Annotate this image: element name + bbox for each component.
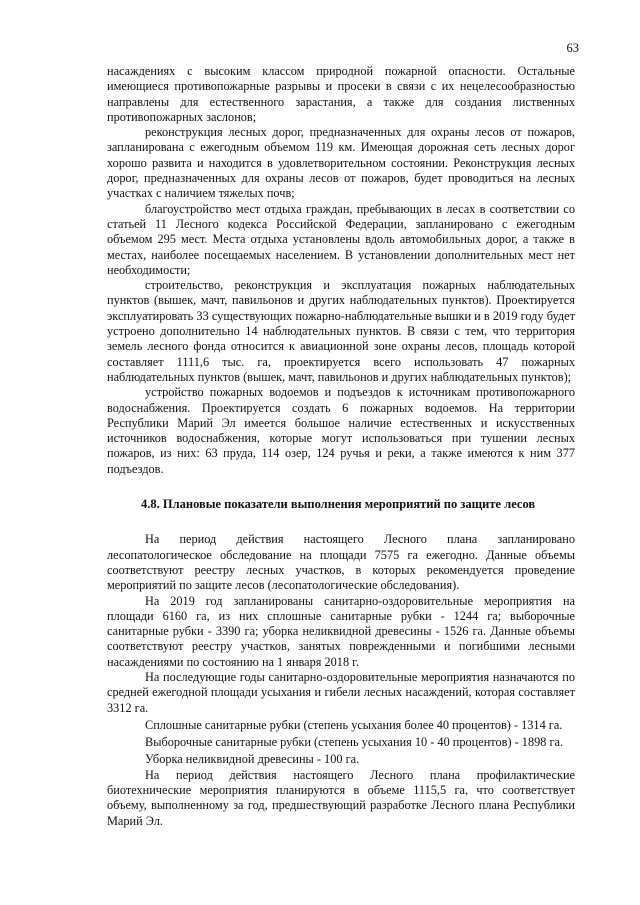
paragraph: На период действия настоящего Лесного плана запланировано лесопатологическое обследование на площади 7575 га ежегодно. Данные объемы соответствуют реестру лесных участков, в которых рекомендуется проведение мероприятий по защите лесов (лесопатологические обследования). [107,532,575,593]
paragraph: На последующие годы санитарно-оздоровительные мероприятия назначаются по средней ежегодной площади усыхания и гибели лесных насаждений, которая составляет 3312 га. [107,669,575,715]
paragraph: строительство, реконструкция и эксплуатация пожарных наблюдательных пунктов (вышек, мачт, павильонов и других наблюдательных пунктов). Проектируется эксплуатировать 33 существующих пожарно-наблюдательные вышки и в 2019 году будет устроено дополнительно 14 наблюдательных пунктов. В связи с тем, что территория земель лесного фонда относится к авиационной зоне охраны лесов, площадь которой составляет 1111,6 тыс. га, проектируется всего использовать 47 пожарных наблюдательных пунктов (вышек, мачт, павильонов и других наблюдательных пунктов); [107,278,575,384]
paragraph: благоустройство мест отдыха граждан, пребывающих в лесах в соответствии со статьей 11 Лесного кодекса Российской Федерации, запланировано с ежегодным объемом 295 мест. Места отдыха установлены вдоль автомобильных дорог, а также в местах, наиболее посещаемых населением. В установлении дополнительных мест нет необходимости; [107,201,575,277]
paragraph: устройство пожарных водоемов и подъездов к источникам противопожарного водоснабжения. Проектируется создать 6 пожарных водоемов. На территории Республики Марий Эл имеется большое наличие естественных и искусственных источников водоснабжения, которые могут использоваться при тушении лесных пожаров, из них: 63 пруда, 114 озер, 124 ручья и реки, а также имеются к ним 377 подъездов. [107,385,575,476]
paragraph: На 2019 год запланированы санитарно-оздоровительные мероприятия на площади 6160 га, из них сплошные санитарные рубки - 1244 га; выборочные санитарные рубки - 3390 га; уборка неликвидной древесины - 1526 га. Данные объемы соответствуют реестру участков, занятых поврежденными и погибшими лесными насаждениями по состоянию на 1 января 2018 г. [107,593,575,669]
document-body [107,64,575,829]
paragraph: реконструкция лесных дорог, предназначенных для охраны лесов от пожаров, запланирована с ежегодным объемом 119 км. Имеющая дорожная сеть лесных дорог хорошо развита и находится в удовлетворительном состоянии. Реконструкция лесных дорог, предназначенных для охраны лесов от пожаров, будет проводиться на лесных участках с наличием тяжелых почв; [107,125,575,201]
page-number: 63 [566,41,579,55]
paragraph: насаждениях с высоким классом природной пожарной опасности. Остальные имеющиеся противопожарные разрывы и просеки в связи с их нецелесообразностью направлены для естественного зарастания, а также для создания лиственных противопожарных заслонов; [107,64,575,124]
paragraph: Уборка неликвидной древесины - 100 га. [145,752,360,767]
paragraph: На период действия настоящего Лесного плана профилактические биотехнические мероприятия планируются в объеме 1115,5 га, что соответствует объему, выполненному за год, предшествующий разработке Лесного плана Республики Марий Эл. [107,767,575,828]
paragraph: Сплошные санитарные рубки (степень усыхания более 40 процентов) - 1314 га. [145,717,563,732]
section-heading: 4.8. Плановые показатели выполнения мероприятий по защите лесов [141,497,536,512]
paragraph: Выборочные санитарные рубки (степень усыхания 10 - 40 процентов) - 1898 га. [145,735,564,750]
